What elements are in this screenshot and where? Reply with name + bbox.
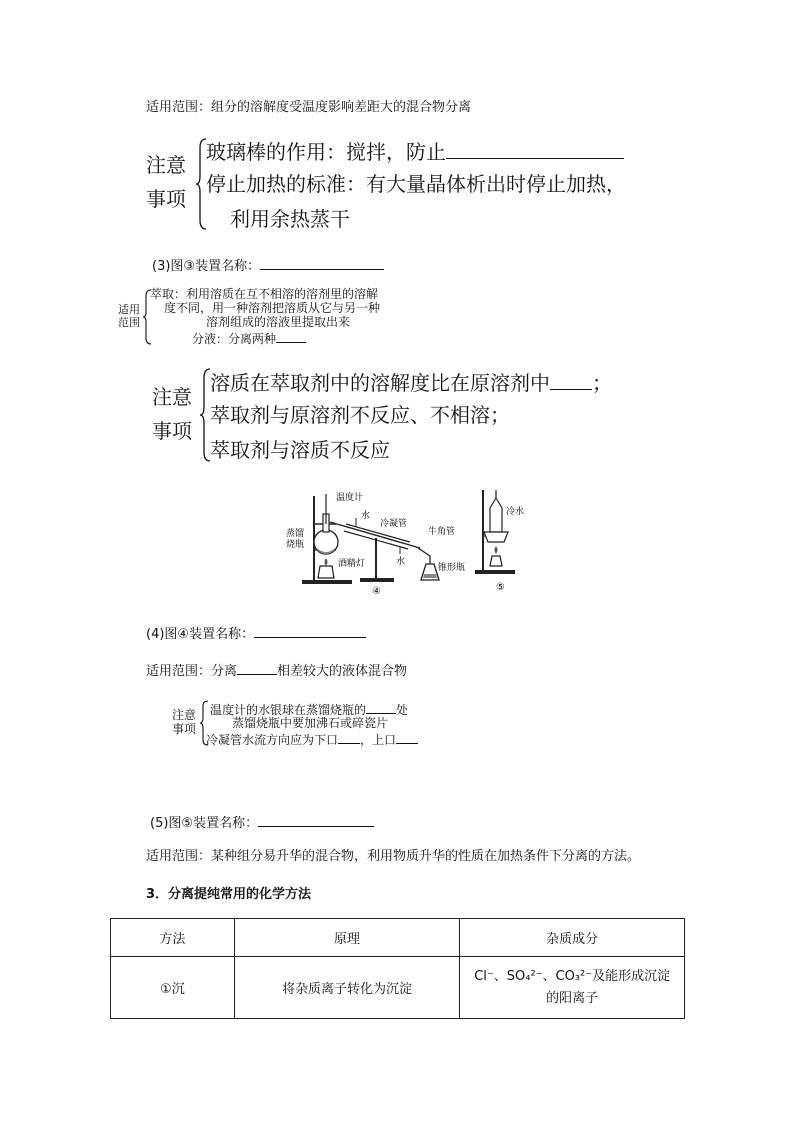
answer-blank bbox=[446, 138, 624, 159]
extraction-note-3: 萃取剂与溶质不反应 bbox=[210, 438, 390, 462]
condenser-label: 冷凝管 bbox=[380, 519, 408, 529]
device-3-line: (3)图③装置名称： bbox=[152, 255, 384, 276]
distillation-note-2: 蒸馏烧瓶中要加沸石或碎瓷片 bbox=[232, 716, 389, 730]
distilling-flask-label-top: 蒸馏 bbox=[286, 529, 305, 539]
distilling-flask-label-bottom: 烧瓶 bbox=[286, 540, 305, 550]
extraction-scope-3: 溶剂组成的溶液里提取出来 bbox=[206, 315, 351, 329]
impurity-line-1: Cl⁻、SO₄²⁻、CO₃²⁻及能形成沉淀 bbox=[474, 968, 671, 984]
extraction-note-1: 溶质在萃取剂中的溶解度比在原溶剂中 ； bbox=[210, 371, 612, 395]
sublimation-scope: 适用范围：某种组分易升华的混合物，利用物质升华的性质在加热条件下分离的方法。 bbox=[146, 849, 641, 864]
distillation-note-1: 温度计的水银球在蒸馏烧瓶的 处 bbox=[210, 703, 409, 717]
cell-principle: 将杂质离子转化为沉淀 bbox=[234, 957, 460, 1019]
alcohol-lamp-label: 酒精灯 bbox=[338, 559, 366, 569]
cell-method: ①沉 bbox=[111, 957, 235, 1019]
thermometer-label: 温度计 bbox=[336, 493, 364, 503]
device-4-line: (4)图④装置名称： bbox=[146, 623, 366, 644]
header-principle: 原理 bbox=[234, 919, 460, 957]
scope-label-bottom: 范围 bbox=[118, 316, 140, 329]
extraction-scope-1: 萃取：利用溶质在互不相溶的溶剂里的溶解 bbox=[150, 287, 379, 301]
evaporation-note-2: 停止加热的标准：有大量晶体析出时停止加热， bbox=[206, 172, 626, 196]
answer-blank bbox=[366, 701, 396, 714]
extraction-scope-2: 度不同，用一种溶剂把溶质从它与另一种 bbox=[164, 301, 381, 315]
answer-blank bbox=[258, 812, 374, 827]
notes-label-bottom: 事项 bbox=[172, 722, 197, 736]
evaporation-scope: 适用范围：组分的溶解度受温度影响差距大的混合物分离 bbox=[146, 100, 472, 115]
adapter-label: 牛角管 bbox=[428, 527, 456, 537]
table-row bbox=[111, 957, 685, 1019]
answer-blank bbox=[550, 369, 592, 390]
figure-5-label: ⑤ bbox=[496, 582, 505, 593]
answer-blank bbox=[396, 731, 418, 744]
water-out-label: 水 bbox=[396, 557, 406, 567]
apparatus-figure bbox=[280, 486, 540, 598]
answer-blank bbox=[254, 623, 366, 638]
distillation-scope: 适用范围：分离 相差较大的液体混合物 bbox=[146, 660, 407, 681]
chemical-methods-table bbox=[110, 918, 685, 1019]
figure-4-label: ④ bbox=[372, 586, 381, 597]
scope-label-top: 适用 bbox=[118, 303, 140, 316]
conical-flask-label: 锥形瓶 bbox=[438, 563, 466, 573]
notes-label-top: 注意 bbox=[152, 385, 192, 409]
notes-label-top: 注意 bbox=[172, 708, 197, 722]
water-in-label: 水 bbox=[361, 511, 371, 521]
extraction-scope-4: 分液：分离两种 bbox=[192, 330, 306, 346]
notes-label-top: 注意 bbox=[146, 153, 186, 177]
answer-blank bbox=[276, 330, 306, 343]
notes-label-bottom: 事项 bbox=[152, 419, 192, 443]
evaporation-note-1: 玻璃棒的作用：搅拌，防止 bbox=[206, 138, 624, 165]
device-5-line: (5)图⑤装置名称： bbox=[150, 812, 374, 833]
table-header-row bbox=[111, 919, 685, 957]
answer-blank bbox=[260, 255, 384, 270]
answer-blank bbox=[237, 660, 277, 675]
cell-impurity bbox=[460, 957, 685, 1019]
cold-water-label: 冷水 bbox=[506, 507, 525, 517]
distillation-note-3: 冷凝管水流方向应为下口 ，上口 bbox=[206, 731, 418, 747]
extraction-note-2: 萃取剂与原溶剂不反应、不相溶； bbox=[210, 403, 510, 427]
section-heading: 3．分离提纯常用的化学方法 bbox=[146, 887, 312, 902]
evaporation-note-3: 利用余热蒸干 bbox=[230, 207, 350, 231]
header-impurity: 杂质成分 bbox=[460, 919, 685, 957]
impurity-line-2: 的阳离子 bbox=[546, 990, 599, 1006]
notes-label-bottom: 事项 bbox=[146, 187, 186, 211]
answer-blank bbox=[338, 731, 360, 744]
header-method: 方法 bbox=[111, 919, 235, 957]
